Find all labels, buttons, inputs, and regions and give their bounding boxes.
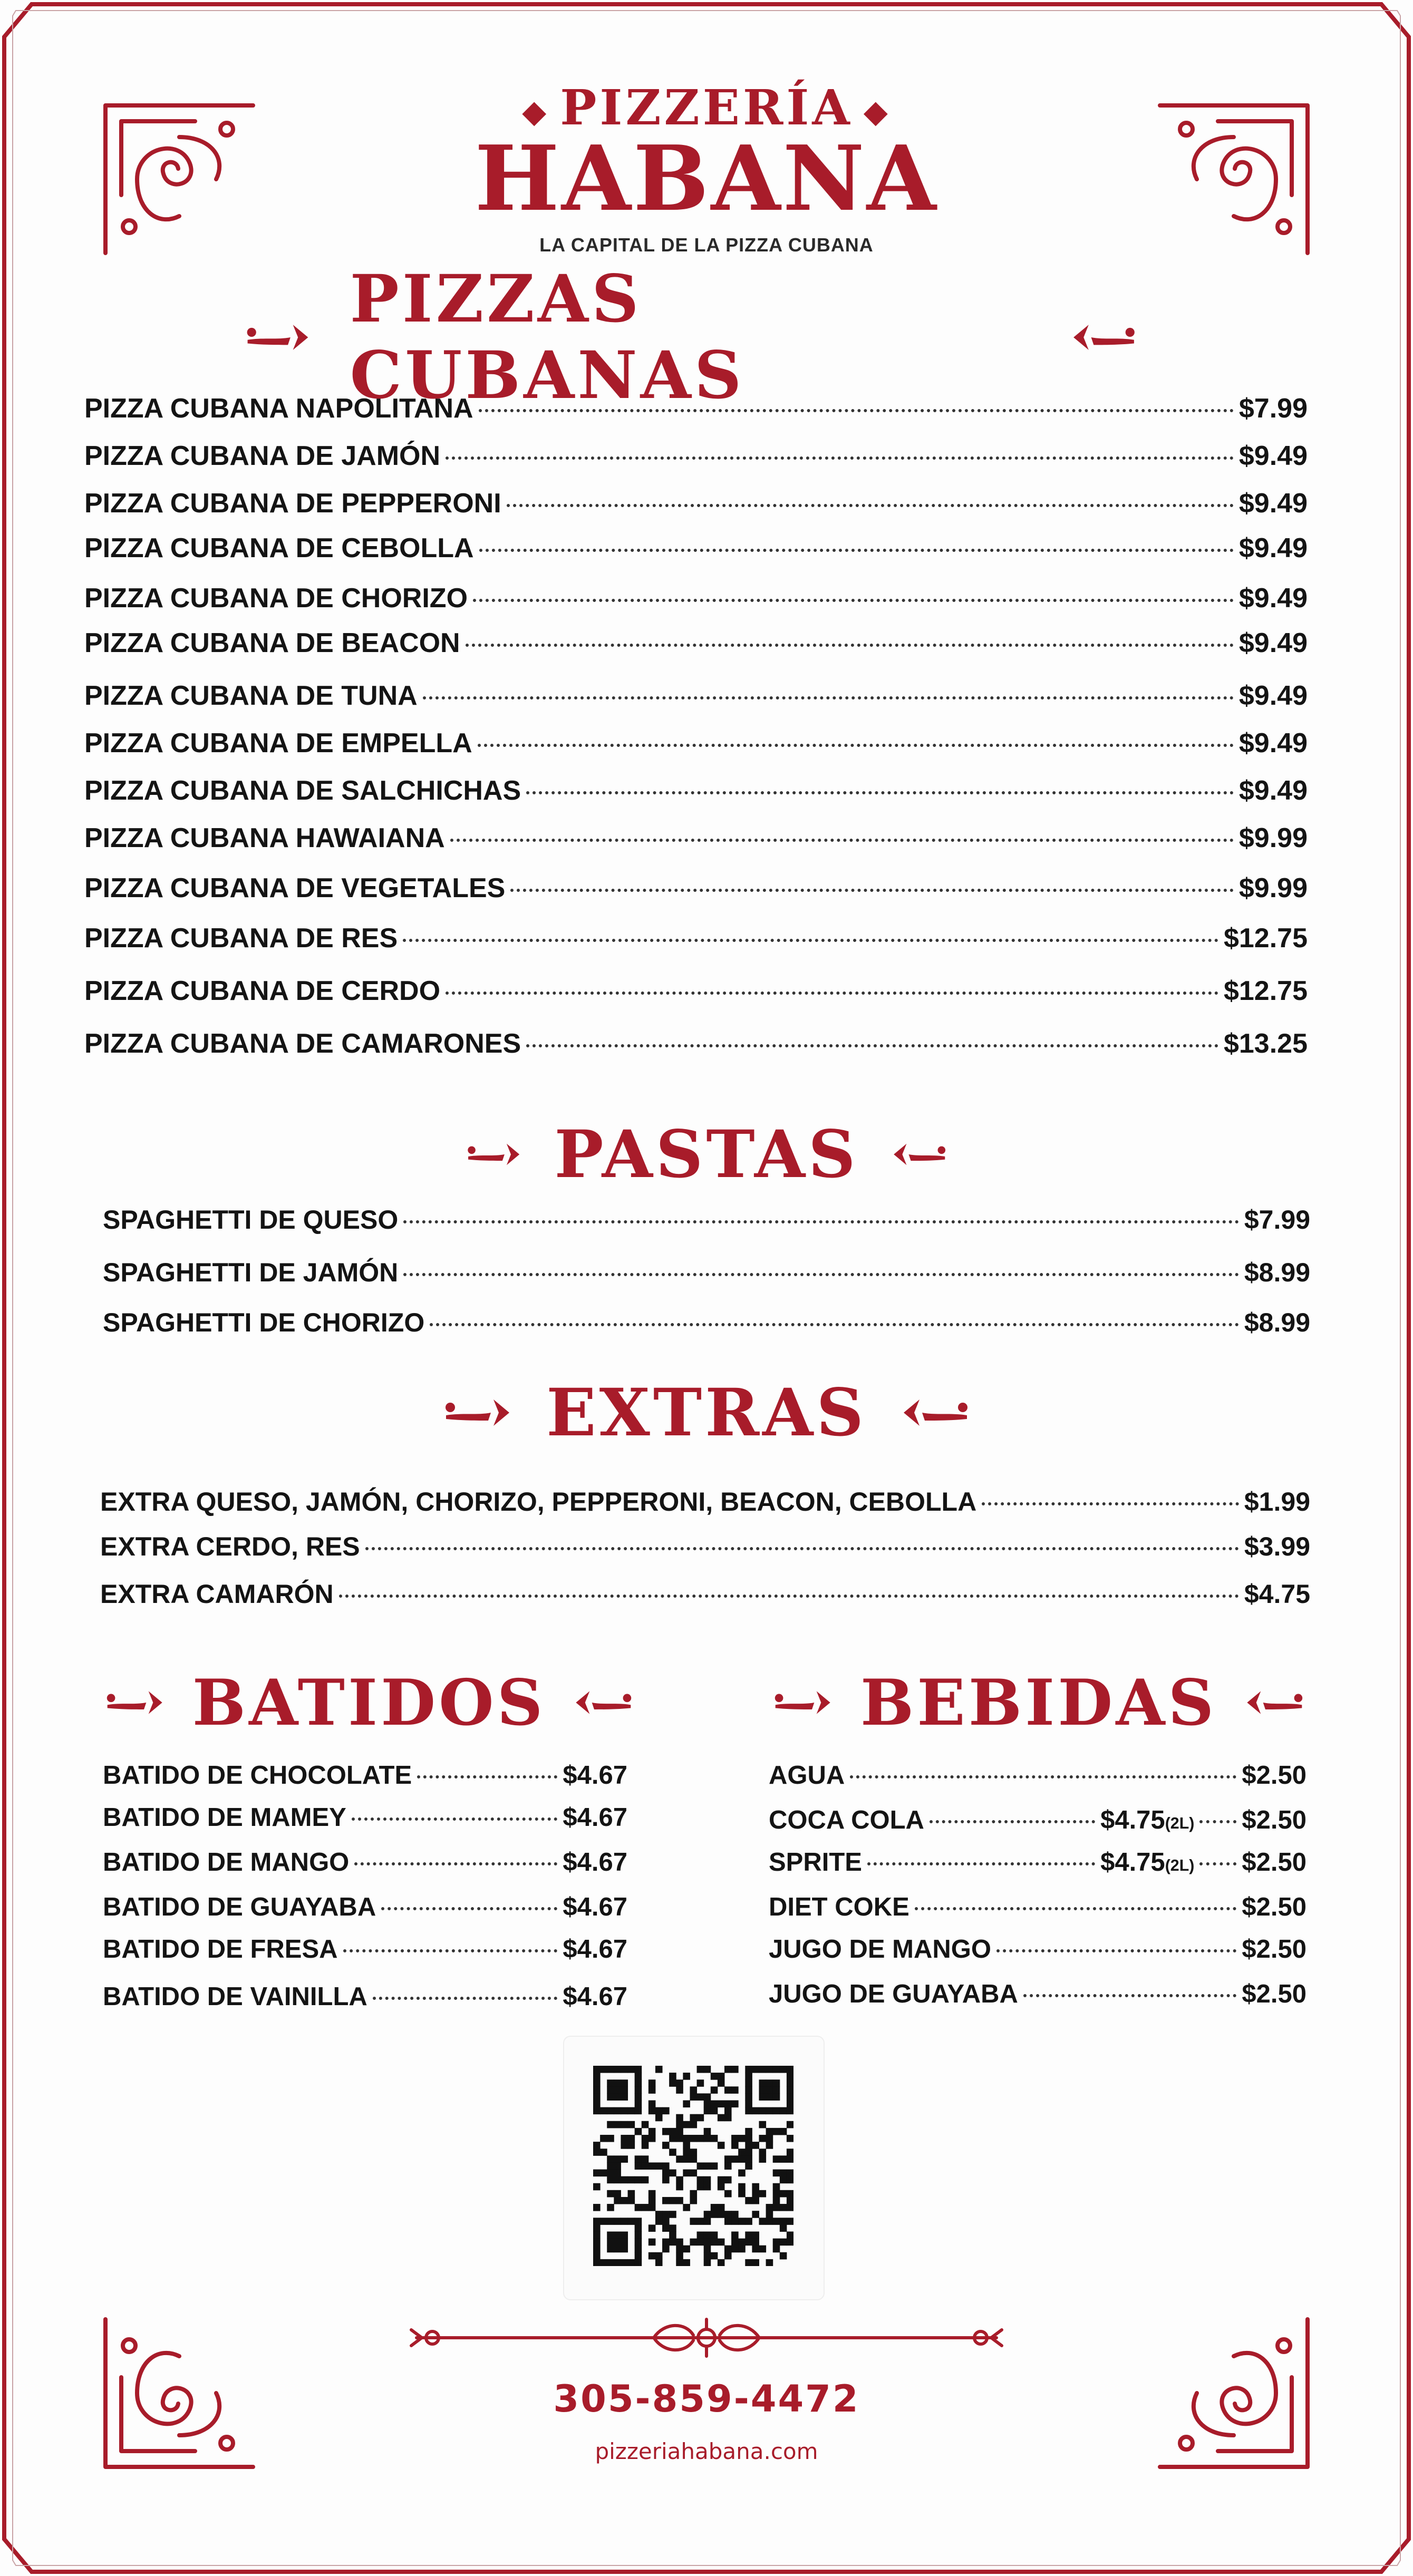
menu-item-price: $4.67 <box>563 1893 627 1921</box>
menu-item <box>769 1979 1306 2009</box>
large-price-value: $4.75 <box>1100 1806 1165 1834</box>
menu-item-price: $7.99 <box>1238 393 1308 424</box>
flourish-right-icon <box>893 1392 972 1434</box>
menu-item-price: $9.99 <box>1238 823 1308 853</box>
menu-item <box>84 1028 1308 1059</box>
menu-item-name: PIZZA CUBANA DE PEPPERONI <box>84 488 501 519</box>
menu-item <box>84 393 1308 424</box>
menu-item-price: $9.49 <box>1238 728 1308 759</box>
dot-leader <box>446 991 1218 995</box>
dot-leader <box>526 1044 1218 1047</box>
dot-leader <box>446 456 1234 460</box>
dot-leader <box>996 1949 1236 1952</box>
menu-item <box>84 532 1308 564</box>
menu-item <box>769 1805 1306 1835</box>
menu-item-price: $9.49 <box>1238 681 1308 711</box>
menu-item <box>100 1486 1310 1517</box>
menu-item-name: PIZZA CUBANA DE CHORIZO <box>84 583 468 614</box>
menu-item-price: $9.49 <box>1238 441 1308 471</box>
menu-item <box>103 1257 1310 1288</box>
qr-code-card[interactable] <box>563 2036 825 2300</box>
menu-item-name: JUGO DE GUAYABA <box>769 1980 1018 2008</box>
bebidas-title: BEBIDAS <box>860 1665 1217 1740</box>
dot-leader <box>417 1775 557 1778</box>
pastas-title: PASTAS <box>554 1116 859 1193</box>
menu-item-price: $2.50 <box>1242 1848 1306 1877</box>
divider-ornament-icon <box>401 2314 1012 2361</box>
dot-leader <box>867 1862 1095 1865</box>
menu-item <box>84 727 1308 759</box>
menu-item-price: $9.49 <box>1238 488 1308 519</box>
menu-item-name: COCA COLA <box>769 1806 924 1834</box>
dot-leader <box>982 1502 1239 1505</box>
dot-leader <box>479 549 1234 552</box>
dot-leader <box>450 839 1234 842</box>
flourish-left-icon <box>243 316 318 358</box>
menu-item <box>103 1892 627 1922</box>
menu-item-price: $1.99 <box>1244 1487 1310 1517</box>
menu-item <box>769 1935 1306 1964</box>
menu-item-name: BATIDO DE VAINILLA <box>103 1982 367 2011</box>
menu-item-name: PIZZA CUBANA DE RES <box>84 923 398 954</box>
dot-leader <box>1199 1820 1236 1823</box>
menu-item <box>84 440 1308 472</box>
brand-pre-line: ◆ PIZZERÍA ◆ <box>522 79 891 136</box>
dot-leader <box>1199 1862 1236 1865</box>
menu-item-name: PIZZA CUBANA DE CAMARONES <box>84 1028 521 1059</box>
dot-leader <box>479 409 1234 412</box>
dot-leader <box>1023 1994 1236 1997</box>
menu-item <box>84 680 1308 712</box>
menu-item-price: $4.67 <box>563 1803 627 1832</box>
website-link[interactable]: pizzeriahabana.com <box>595 2438 818 2464</box>
menu-item-name: SPAGHETTI DE JAMÓN <box>103 1258 399 1287</box>
menu-item <box>103 1761 627 1790</box>
menu-item-name: PIZZA CUBANA DE VEGETALES <box>84 873 506 903</box>
menu-item-price: $2.50 <box>1242 1935 1306 1963</box>
menu-item-price: $2.50 <box>1242 1980 1306 2008</box>
menu-item-name: PIZZA CUBANA NAPOLITANA <box>84 393 473 424</box>
menu-item-name: PIZZA CUBANA HAWAIANA <box>84 823 445 853</box>
menu-item-name: DIET COKE <box>769 1893 909 1921</box>
pastas-heading <box>464 1112 949 1197</box>
menu-item-price: $9.49 <box>1238 775 1308 806</box>
flourish-left-icon <box>103 1684 171 1721</box>
brand-tagline: LA CAPITAL DE LA PIZZA CUBANA <box>539 234 874 256</box>
large-price-value: $4.75 <box>1100 1848 1165 1877</box>
dot-leader <box>930 1820 1095 1823</box>
dot-leader <box>352 1817 558 1821</box>
flourish-right-icon <box>1238 1684 1306 1721</box>
menu-item <box>84 627 1308 659</box>
pizzas-heading <box>243 261 1139 414</box>
menu-item <box>100 1579 1310 1609</box>
menu-item-price: $3.99 <box>1244 1532 1310 1561</box>
flourish-right-icon <box>885 1133 949 1175</box>
menu-item-name: PIZZA CUBANA DE CEBOLLA <box>84 533 474 563</box>
dot-leader <box>339 1595 1239 1598</box>
menu-item-name: SPAGHETTI DE QUESO <box>103 1205 399 1234</box>
menu-item-name: PIZZA CUBANA DE JAMÓN <box>84 441 441 471</box>
menu-item <box>84 775 1308 806</box>
flourish-right-icon <box>1063 316 1139 358</box>
dot-leader <box>403 939 1218 942</box>
flourish-left-icon <box>464 1133 528 1175</box>
flourish-right-icon <box>567 1684 635 1721</box>
dot-leader <box>381 1907 557 1910</box>
dot-leader <box>343 1949 558 1952</box>
pizzas-title: PIZZAS CUBANAS <box>350 261 745 414</box>
brand-logo <box>0 79 1413 256</box>
phone-number[interactable]: 305-859-4472 <box>553 2377 860 2421</box>
menu-item-name: BATIDO DE MAMEY <box>103 1803 346 1832</box>
menu-item-price: $12.75 <box>1223 923 1308 954</box>
dot-leader <box>466 644 1234 647</box>
dot-leader <box>354 1862 557 1865</box>
brand-pre: PIZZERÍA <box>560 79 853 136</box>
dot-leader <box>403 1273 1239 1276</box>
menu-item <box>103 1204 1310 1235</box>
menu-item <box>769 1848 1306 1877</box>
menu-item-name: PIZZA CUBANA DE BEACON <box>84 628 460 658</box>
menu-item-name: EXTRA CERDO, RES <box>100 1532 360 1561</box>
dot-leader <box>850 1775 1236 1778</box>
menu-item <box>84 488 1308 519</box>
menu-item <box>84 872 1308 904</box>
menu-item-price: $7.99 <box>1244 1205 1310 1234</box>
dot-leader <box>365 1547 1239 1550</box>
menu-item <box>103 1803 627 1832</box>
menu-item-price: $2.50 <box>1242 1893 1306 1921</box>
menu-item-price: $4.67 <box>563 1848 627 1877</box>
menu-item-name: BATIDO DE MANGO <box>103 1848 350 1877</box>
menu-item-name: BATIDO DE CHOCOLATE <box>103 1761 412 1790</box>
dot-leader <box>403 1220 1239 1223</box>
menu-item-price: $9.99 <box>1238 873 1308 903</box>
dot-leader <box>507 504 1234 507</box>
menu-item <box>84 922 1308 954</box>
dot-leader <box>430 1323 1239 1326</box>
menu-item-name: PIZZA CUBANA DE CERDO <box>84 976 441 1006</box>
extras-title: EXTRAS <box>546 1374 867 1451</box>
menu-item-name: BATIDO DE FRESA <box>103 1935 338 1963</box>
dot-leader <box>915 1907 1237 1910</box>
menu-item <box>103 1848 627 1877</box>
menu-item-name: SPRITE <box>769 1848 862 1877</box>
dot-leader <box>526 791 1234 794</box>
menu-item <box>84 582 1308 614</box>
menu-item-price: $4.67 <box>563 1982 627 2011</box>
menu-item-large-price <box>1100 1848 1194 1877</box>
menu-item-price: $8.99 <box>1244 1258 1310 1287</box>
flourish-left-icon <box>771 1684 839 1721</box>
menu-item <box>100 1531 1310 1562</box>
menu-item-price: $9.49 <box>1238 628 1308 658</box>
menu-item-price: $2.50 <box>1242 1761 1306 1790</box>
dot-leader <box>423 696 1234 699</box>
menu-item-name: PIZZA CUBANA DE TUNA <box>84 681 418 711</box>
menu-item <box>769 1892 1306 1922</box>
menu-item-price: $8.99 <box>1244 1308 1310 1337</box>
menu-item-price: $13.25 <box>1223 1028 1308 1059</box>
menu-item <box>103 1982 627 2011</box>
menu-item-name: JUGO DE MANGO <box>769 1935 991 1963</box>
menu-item <box>103 1307 1310 1338</box>
menu-item <box>84 975 1308 1007</box>
large-size-label: (2L) <box>1165 1856 1195 1874</box>
menu-item-name: AGUA <box>769 1761 845 1790</box>
large-size-label: (2L) <box>1165 1814 1195 1832</box>
brand-name: HABANA <box>475 126 938 231</box>
menu-item-price: $4.67 <box>563 1935 627 1963</box>
menu-item <box>84 822 1308 854</box>
dot-leader <box>373 1997 558 2000</box>
dot-leader <box>510 889 1234 892</box>
menu-item-name: PIZZA CUBANA DE EMPELLA <box>84 728 472 759</box>
dot-leader <box>478 744 1234 747</box>
batidos-heading <box>90 1660 649 1745</box>
menu-item-price: $9.49 <box>1238 533 1308 563</box>
menu-item-name: EXTRA QUESO, JAMÓN, CHORIZO, PEPPERONI, BEACON, CEBOLLA <box>100 1487 977 1517</box>
menu-item <box>769 1761 1306 1790</box>
menu-item <box>103 1935 627 1964</box>
qr-code-icon <box>593 2066 793 2266</box>
menu-item-name: BATIDO DE GUAYABA <box>103 1893 376 1921</box>
bebidas-heading <box>754 1660 1323 1745</box>
menu-item-price: $4.67 <box>563 1761 627 1790</box>
menu-item-large-price <box>1100 1805 1194 1835</box>
menu-item-name: SPAGHETTI DE CHORIZO <box>103 1308 425 1337</box>
batidos-title: BATIDOS <box>192 1665 546 1740</box>
menu-item-price: $12.75 <box>1223 976 1308 1006</box>
menu-item-name: PIZZA CUBANA DE SALCHICHAS <box>84 775 521 806</box>
menu-item-name: EXTRA CAMARÓN <box>100 1579 334 1609</box>
menu-item-price: $2.50 <box>1242 1806 1306 1834</box>
menu-item-price: $4.75 <box>1244 1579 1310 1609</box>
menu-item-price: $9.49 <box>1238 583 1308 614</box>
flourish-left-icon <box>441 1392 520 1434</box>
extras-heading <box>432 1370 981 1455</box>
dot-leader <box>473 599 1234 602</box>
